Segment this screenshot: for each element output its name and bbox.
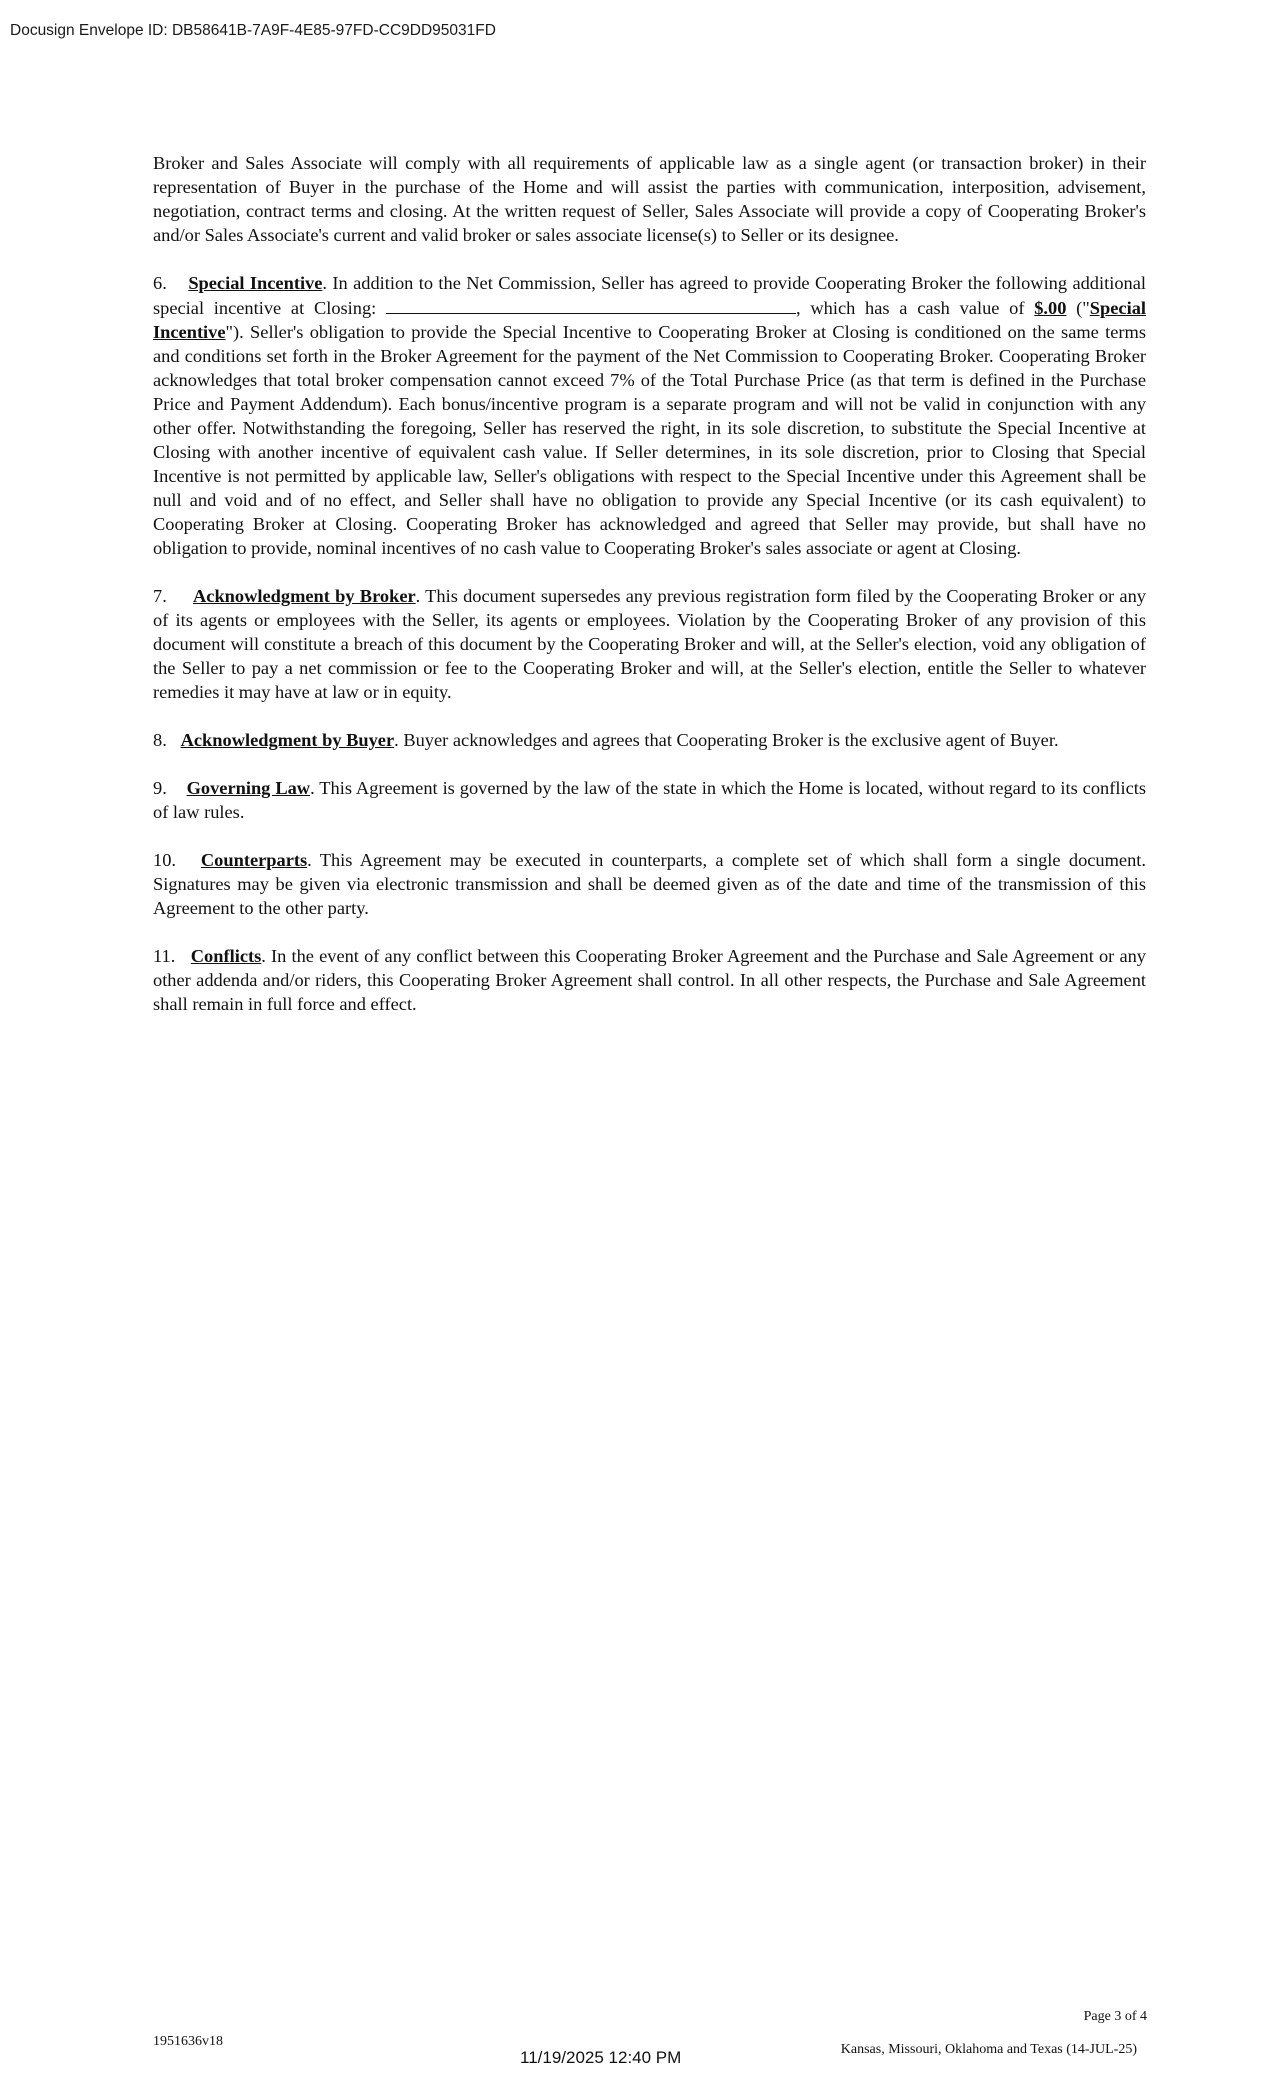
section-text: . This document supersedes any previous registration form filed by the Cooperating Broker or any of its agents or employees with the Seller, its agents or employees. Violation by the Cooperating Broker of any provision of this document will constitute a breach of this document by the Cooperating Broker and will, at the Seller's election, void any obligation of the Seller to pay a net commission or fee to the Cooperating Broker and will, at the Seller's election, entitle the Seller to whatever remedies it may have at law or in equity. — [153, 586, 1146, 702]
defined-term: Special Incentive — [153, 298, 1146, 342]
section-text: "). Seller's obligation to provide the Special Incentive to Cooperating Broker at Closing is conditioned on the same terms and conditions set forth in the Broker Agreement for the payment of the Net Commission to Cooperating Broker. Cooperating Broker acknowledges that total broker compensation cannot exceed 7% of the Total Purchase Price (as that term is defined in the Purchase Price and Payment Addendum). Each bonus/incentive program is a separate program and will not be valid in conjunction with any other offer. Notwithstanding the foregoing, Seller has reserved the right, in its sole discretion, to substitute the Special Incentive at Closing with another incentive of equivalent cash value. If Seller determines, in its sole discretion, prior to Closing that Special Incentive is not permitted by applicable law, Seller's obligations with respect to the Special Incentive under this Agreement shall be null and void and of no effect, and Seller shall have no obligation to provide any Special Incentive (or its cash equivalent) to Cooperating Broker at Closing. Cooperating Broker has acknowledged and agreed that Seller may provide, but shall have no obligation to provide, nominal incentives of no cash value to Cooperating Broker's sales associate or agent at Closing. — [153, 322, 1146, 558]
cash-value-amount: $.00 — [1034, 298, 1067, 318]
section-number: 10. — [153, 850, 176, 870]
page-number: Page 3 of 4 — [1083, 2009, 1147, 2024]
section-text: . Buyer acknowledges and agrees that Cooperating Broker is the exclusive agent of Buyer. — [394, 730, 1059, 750]
section-text: . In the event of any conflict between this Cooperating Broker Agreement and the Purchase and Sale Agreement or any other addenda and/or riders, this Cooperating Broker Agreement shall control. In all other respects, the Purchase and Sale Agreement shall remain in full force and effect. — [153, 946, 1147, 1014]
section-7-acknowledgment-by-broker — [153, 584, 1146, 704]
section-text: . This Agreement may be executed in counterparts, a complete set of which shall form a single document. Signatures may be given via electronic transmission and shall be deemed given as of the date and time of the transmission of this Agreement to the other party. — [153, 850, 1146, 918]
section-number: 6. — [153, 273, 167, 293]
section-heading: Conflicts — [190, 946, 262, 966]
docusign-envelope-id: Docusign Envelope ID: DB58641B-7A9F-4E85-97FD-CC9DD95031FD — [10, 22, 496, 39]
section-number: 11. — [153, 946, 176, 966]
section-10-counterparts — [153, 848, 1146, 920]
section-heading: Counterparts — [200, 850, 308, 870]
section-number: 8. — [153, 730, 167, 750]
section-heading: Governing Law — [186, 778, 311, 798]
section-text: . In addition to the Net Commission, Seller has agreed to provide Cooperating Broker the following additional special incentive at Closing: — [153, 273, 1146, 318]
section-text: (" — [1066, 298, 1090, 318]
jurisdiction-footer: Kansas, Missouri, Oklahoma and Texas (14-JUL-25) — [840, 2042, 1137, 2057]
section-8-acknowledgment-by-buyer — [153, 728, 1146, 752]
document-body — [153, 151, 1146, 1040]
intro-paragraph: Broker and Sales Associate will comply with all requirements of applicable law as a single agent (or transaction broker) in their representation of Buyer in the purchase of the Home and will assist the parties with communication, interposition, advisement, negotiation, contract terms and closing. At the written request of Seller, Sales Associate will provide a copy of Cooperating Broker's and/or Sales Associate's current and valid broker or sales associate license(s) to Seller or its designee. — [153, 153, 1146, 245]
section-6-special-incentive — [153, 271, 1146, 560]
section-text: , which has a cash value of — [796, 298, 1035, 318]
section-11-conflicts — [153, 944, 1146, 1016]
section-number: 7. — [153, 586, 167, 606]
section-number: 9. — [153, 778, 167, 798]
document-version-id: 1951636v18 — [153, 2034, 223, 2049]
signing-timestamp: 11/19/2025 12:40 PM — [520, 2048, 682, 2067]
section-heading: Acknowledgment by Broker — [193, 586, 416, 606]
incentive-blank-line — [386, 295, 796, 314]
section-heading: Special Incentive — [188, 273, 323, 293]
section-text: . This Agreement is governed by the law of the state in which the Home is located, without regard to its conflicts of law rules. — [153, 778, 1147, 822]
section-heading: Acknowledgment by Buyer — [180, 730, 395, 750]
section-9-governing-law — [153, 776, 1146, 824]
